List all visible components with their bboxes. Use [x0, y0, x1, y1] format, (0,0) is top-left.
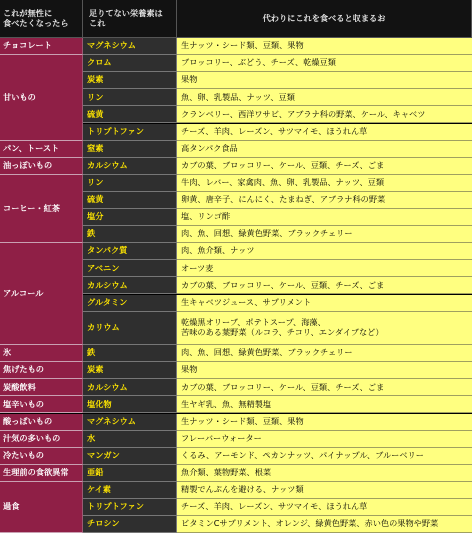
nutrient-cell-text: 硫黄	[87, 194, 104, 205]
craving-cell-text: 酸っぱいもの	[3, 415, 53, 426]
nutrient-cell	[83, 379, 177, 396]
nutrient-cell	[83, 55, 177, 72]
nutrient-cell-text: 窒素	[87, 142, 104, 153]
craving-cell-text: 炭酸飲料	[3, 381, 36, 392]
nutrient-cell	[83, 89, 177, 106]
foods-cell-text: 魚介類、葉物野菜、根菜	[181, 467, 272, 478]
nutrient-cell-text: クロム	[87, 57, 112, 68]
nutrient-cell-text: 亜鉛	[87, 467, 104, 478]
foods-cell	[177, 72, 472, 89]
foods-cell	[177, 38, 472, 55]
craving-cell	[0, 379, 83, 396]
nutrient-cell	[83, 396, 177, 413]
foods-cell-text: 乾燥黒オリーブ、ポテトスープ、海藻、 苦味のある葉野菜（ルコラ、チコリ、エンダイブなど）	[181, 317, 384, 337]
nutrient-cell-text: タンパク質	[87, 245, 128, 256]
foods-cell-text: 肉、魚、回想、緑黄色野菜、ブラックチェリー	[181, 228, 353, 239]
foods-cell-text: ブロッコリー、ぶどう、チーズ、乾燥豆類	[181, 57, 336, 68]
craving-cell	[0, 55, 83, 141]
foods-cell	[177, 396, 472, 413]
foods-cell-text: 生ナッツ・シード類、豆類、果物	[181, 40, 304, 51]
craving-cell-text: 油っぽいもの	[3, 159, 53, 170]
nutrient-cell	[83, 362, 177, 379]
nutrient-cell-text: カルシウム	[87, 279, 128, 290]
nutrient-cell	[83, 345, 177, 362]
nutrient-cell	[83, 295, 177, 312]
nutrient-cell-text: 鉄	[87, 228, 96, 239]
nutrient-cell	[83, 277, 177, 294]
nutrient-cell	[83, 226, 177, 243]
nutrient-cell-text: 塩分	[87, 211, 104, 222]
foods-cell	[177, 345, 472, 362]
craving-cell-text: 生理前の食欲異常	[3, 467, 69, 478]
header-craving	[0, 0, 83, 38]
nutrient-cell	[83, 209, 177, 226]
foods-cell-text: 生キャベツジュース、サプリメント	[181, 296, 312, 307]
foods-cell	[177, 192, 472, 209]
foods-cell-text: チーズ、羊肉、レーズン、サツマイモ、ほうれん草	[181, 501, 368, 512]
header-nutrient	[83, 0, 177, 38]
foods-cell	[177, 141, 472, 158]
nutrient-cell	[83, 106, 177, 123]
header-nutrient-text: 足りてない栄養素は これ	[89, 8, 163, 28]
nutrient-cell-text: マンガン	[87, 449, 120, 460]
foods-cell	[177, 516, 472, 533]
foods-cell-text: 卵黄、唐辛子、にんにく、たまねぎ、アブラナ科の野菜	[181, 194, 386, 205]
foods-cell	[177, 243, 472, 260]
craving-cell	[0, 431, 83, 448]
craving-cell	[0, 158, 83, 175]
nutrient-cell-text: グルタミン	[87, 296, 128, 307]
nutrient-cell	[83, 72, 177, 89]
craving-cell-text: 過食	[3, 501, 20, 512]
nutrient-cell	[83, 38, 177, 55]
craving-cell	[0, 362, 83, 379]
header-foods	[177, 0, 472, 38]
foods-cell	[177, 158, 472, 175]
craving-cell	[0, 141, 83, 158]
foods-cell-text: カブの葉、ブロッコリー、ケール、豆類、チーズ、ごま	[181, 159, 385, 170]
foods-cell	[177, 175, 472, 192]
foods-cell-text: 生ヤギ乳、魚、無精製塩	[181, 398, 272, 409]
nutrient-cell	[83, 516, 177, 533]
craving-cell	[0, 482, 83, 533]
foods-cell	[177, 465, 472, 482]
foods-cell-text: クランベリー、西洋ワサビ、アブラナ科の野菜、ケール、キャベツ	[181, 108, 426, 119]
nutrient-cell-text: 硫黄	[87, 108, 104, 119]
craving-cell	[0, 465, 83, 482]
foods-cell	[177, 277, 472, 294]
foods-cell-text: フレーバーウォーター	[181, 432, 262, 443]
foods-cell-text: 果物	[181, 364, 198, 375]
foods-cell-text: 塩、リンゴ酢	[181, 211, 231, 222]
foods-cell	[177, 499, 472, 516]
craving-cell-text: 氷	[3, 347, 12, 358]
craving-cell-text: 冷たいもの	[3, 449, 44, 460]
foods-cell-text: くるみ、アーモンド、ペカンナッツ、パイナップル、ブルーベリー	[181, 449, 424, 460]
nutrient-cell	[83, 158, 177, 175]
foods-cell	[177, 89, 472, 106]
nutrient-cell-text: マグネシウム	[87, 415, 136, 426]
craving-cell-text: 塩辛いもの	[3, 398, 44, 409]
nutrient-cell	[83, 243, 177, 260]
foods-cell	[177, 226, 472, 243]
foods-cell	[177, 414, 472, 431]
nutrient-cell-text: カルシウム	[87, 159, 128, 170]
foods-cell-text: 肉、魚介類、ナッツ	[181, 245, 255, 256]
foods-cell	[177, 55, 472, 72]
nutrient-cell-text: 炭素	[87, 74, 104, 85]
foods-cell	[177, 312, 472, 346]
craving-cell-text: アルコール	[3, 287, 44, 298]
foods-cell-text: 果物	[181, 74, 198, 85]
nutrient-cell-text: アベニン	[87, 262, 120, 273]
foods-cell-text: 精製でんぷんを避ける、ナッツ類	[181, 484, 304, 495]
header-foods-text: 代わりにこれを食べると収まるお	[262, 12, 386, 23]
nutrient-cell-text: 炭素	[87, 364, 104, 375]
nutrient-cell	[83, 465, 177, 482]
foods-cell	[177, 482, 472, 499]
nutrient-cell-text: ケイ素	[87, 484, 111, 495]
craving-cell	[0, 38, 83, 55]
foods-cell-text: 高タンパク食品	[181, 142, 238, 153]
foods-cell	[177, 209, 472, 226]
nutrient-cell	[83, 482, 177, 499]
craving-cell-text: 甘いもの	[3, 91, 36, 102]
header-craving-text: これが無性に 食べたくなったら	[3, 8, 69, 28]
nutrient-cell	[83, 192, 177, 209]
foods-cell	[177, 431, 472, 448]
nutrient-cell-text: 水	[87, 432, 96, 443]
craving-cell-text: 焦げたもの	[3, 364, 44, 375]
foods-cell-text: 生ナッツ・シード類、豆類、果物	[181, 415, 304, 426]
foods-cell-text: カブの葉、ブロッコリー、ケール、豆類、チーズ、ごま	[181, 381, 385, 392]
foods-cell	[177, 448, 472, 465]
foods-cell-text: 魚、卵、乳製品、ナッツ、豆類	[181, 91, 295, 102]
foods-cell	[177, 124, 472, 141]
nutrient-cell	[83, 448, 177, 465]
foods-cell-text: オーツ麦	[181, 262, 214, 273]
craving-cell-text: パン、トースト	[3, 142, 60, 153]
nutrient-cell-text: 鉄	[87, 347, 96, 358]
craving-cell	[0, 396, 83, 413]
craving-cell	[0, 243, 83, 345]
foods-cell-text: カブの葉、ブロッコリー、ケール、豆類、チーズ、ごま	[181, 279, 385, 290]
craving-cell	[0, 345, 83, 362]
craving-cell	[0, 414, 83, 431]
nutrient-cell	[83, 414, 177, 431]
foods-cell	[177, 106, 472, 123]
nutrient-cell	[83, 124, 177, 141]
nutrient-cell	[83, 141, 177, 158]
nutrient-cell-text: カリウム	[87, 322, 120, 333]
nutrient-cell	[83, 431, 177, 448]
foods-cell	[177, 295, 472, 312]
foods-cell-text: 肉、魚、回想、緑黄色野菜、ブラックチェリー	[181, 347, 353, 358]
foods-cell	[177, 362, 472, 379]
craving-cell-text: チョコレート	[3, 40, 52, 51]
nutrient-cell-text: 塩化物	[87, 398, 112, 409]
nutrient-cell-text: トリプトファン	[87, 125, 144, 136]
nutrient-cell-text: トリプトファン	[87, 501, 144, 512]
craving-cell-text: 汁気の多いもの	[3, 432, 61, 443]
craving-cell	[0, 175, 83, 243]
nutrient-cell	[83, 260, 177, 277]
nutrient-cell-text: カルシウム	[87, 381, 128, 392]
nutrient-cell	[83, 499, 177, 516]
nutrient-cell-text: マグネシウム	[87, 40, 136, 51]
nutrient-cell	[83, 175, 177, 192]
foods-cell-text: ビタミンCサプリメント、オレンジ、緑黄色野菜、赤い色の果物や野菜	[181, 518, 439, 529]
nutrient-cell-text: チロシン	[87, 518, 120, 529]
nutrient-cell-text: リン	[87, 177, 104, 188]
craving-cell	[0, 448, 83, 465]
foods-cell	[177, 379, 472, 396]
nutrient-cell	[83, 312, 177, 346]
foods-cell-text: 牛肉、レバー、家禽肉、魚、卵、乳製品、ナッツ、豆類	[181, 177, 385, 188]
foods-cell-text: チーズ、羊肉、レーズン、サツマイモ、ほうれん草	[181, 125, 368, 136]
craving-cell-text: コーヒー・紅茶	[3, 202, 60, 213]
foods-cell	[177, 260, 472, 277]
nutrient-cell-text: リン	[87, 91, 104, 102]
